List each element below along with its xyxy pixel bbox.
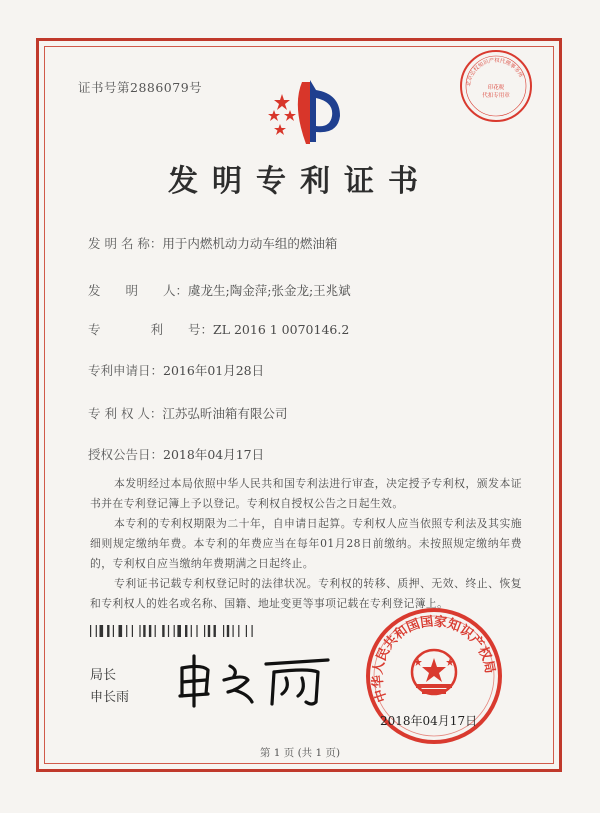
handwritten-signature [168, 650, 338, 708]
body-paragraph-3: 专利证书记载专利权登记时的法律状况。专利权的转移、质押、无效、终止、恢复和专利权人的姓名或名称、国籍、地址变更等事项记载在专利登记簿上。 [90, 577, 522, 610]
patentee-label: 专 利 权 人： [88, 406, 163, 421]
filing-date-value: 2016年01月28日 [163, 363, 265, 378]
svg-text:代扣专用章: 代扣专用章 [482, 93, 510, 99]
patent-number-value: ZL 2016 1 0070146.2 [213, 322, 350, 337]
field-patent-number [88, 320, 349, 338]
body-paragraph-1: 本发明经过本局依照中华人民共和国专利法进行审查，决定授予专利权，颁发本证书并在专利登记簿上予以登记。专利权自授权公告之日起生效。 [90, 477, 522, 510]
svg-text:北京弘权知识产权代理事务所: 北京弘权知识产权代理事务所 [465, 57, 524, 87]
signatory-name: 申长雨 [90, 690, 130, 705]
inventors-value: 虞龙生;陶金萍;张金龙;王兆斌 [188, 283, 351, 298]
body-paragraph-2: 本专利的专利权期限为二十年，自申请日起算。专利权人应当依照专利法及其实施细则规定缴纳年费。本专利的年费应当在每年01月28日前缴纳。未按照规定缴纳年费的，专利权自应当缴纳年费期满之日起终止。 [90, 517, 522, 570]
grant-date-label: 授权公告日： [88, 447, 164, 462]
invention-name-label: 发 明 名 称： [88, 236, 163, 251]
field-invention-name [88, 234, 337, 252]
svg-text:印花税: 印花税 [487, 85, 505, 91]
field-filing-date [88, 361, 264, 379]
page-number: 第 1 页 (共 1 页) [259, 747, 341, 759]
inventors-label: 发 明 人： [88, 283, 189, 298]
patentee-value: 江苏弘昕油箱有限公司 [162, 406, 288, 421]
certificate-number: 证书号第2886079号 [78, 80, 203, 95]
field-patentee [88, 404, 287, 422]
patent-number-label: 专 利 号： [88, 322, 214, 337]
certificate-title: 发明专利证书 [168, 164, 432, 199]
field-grant-date [88, 445, 264, 463]
seal-text: 中华人民共和国国家知识产权局 [370, 614, 498, 704]
invention-name-value: 用于内燃机动力动车组的燃油箱 [162, 236, 338, 251]
signatory-role: 局长 [90, 668, 117, 683]
cnipa-logo-icon [262, 76, 342, 148]
field-inventors [88, 281, 351, 299]
barcode [90, 625, 320, 637]
seal-date: 2018年04月17日 [380, 714, 478, 728]
agency-stamp [458, 48, 534, 124]
filing-date-label: 专利申请日： [88, 363, 164, 378]
grant-date-value: 2018年04月17日 [163, 447, 265, 462]
